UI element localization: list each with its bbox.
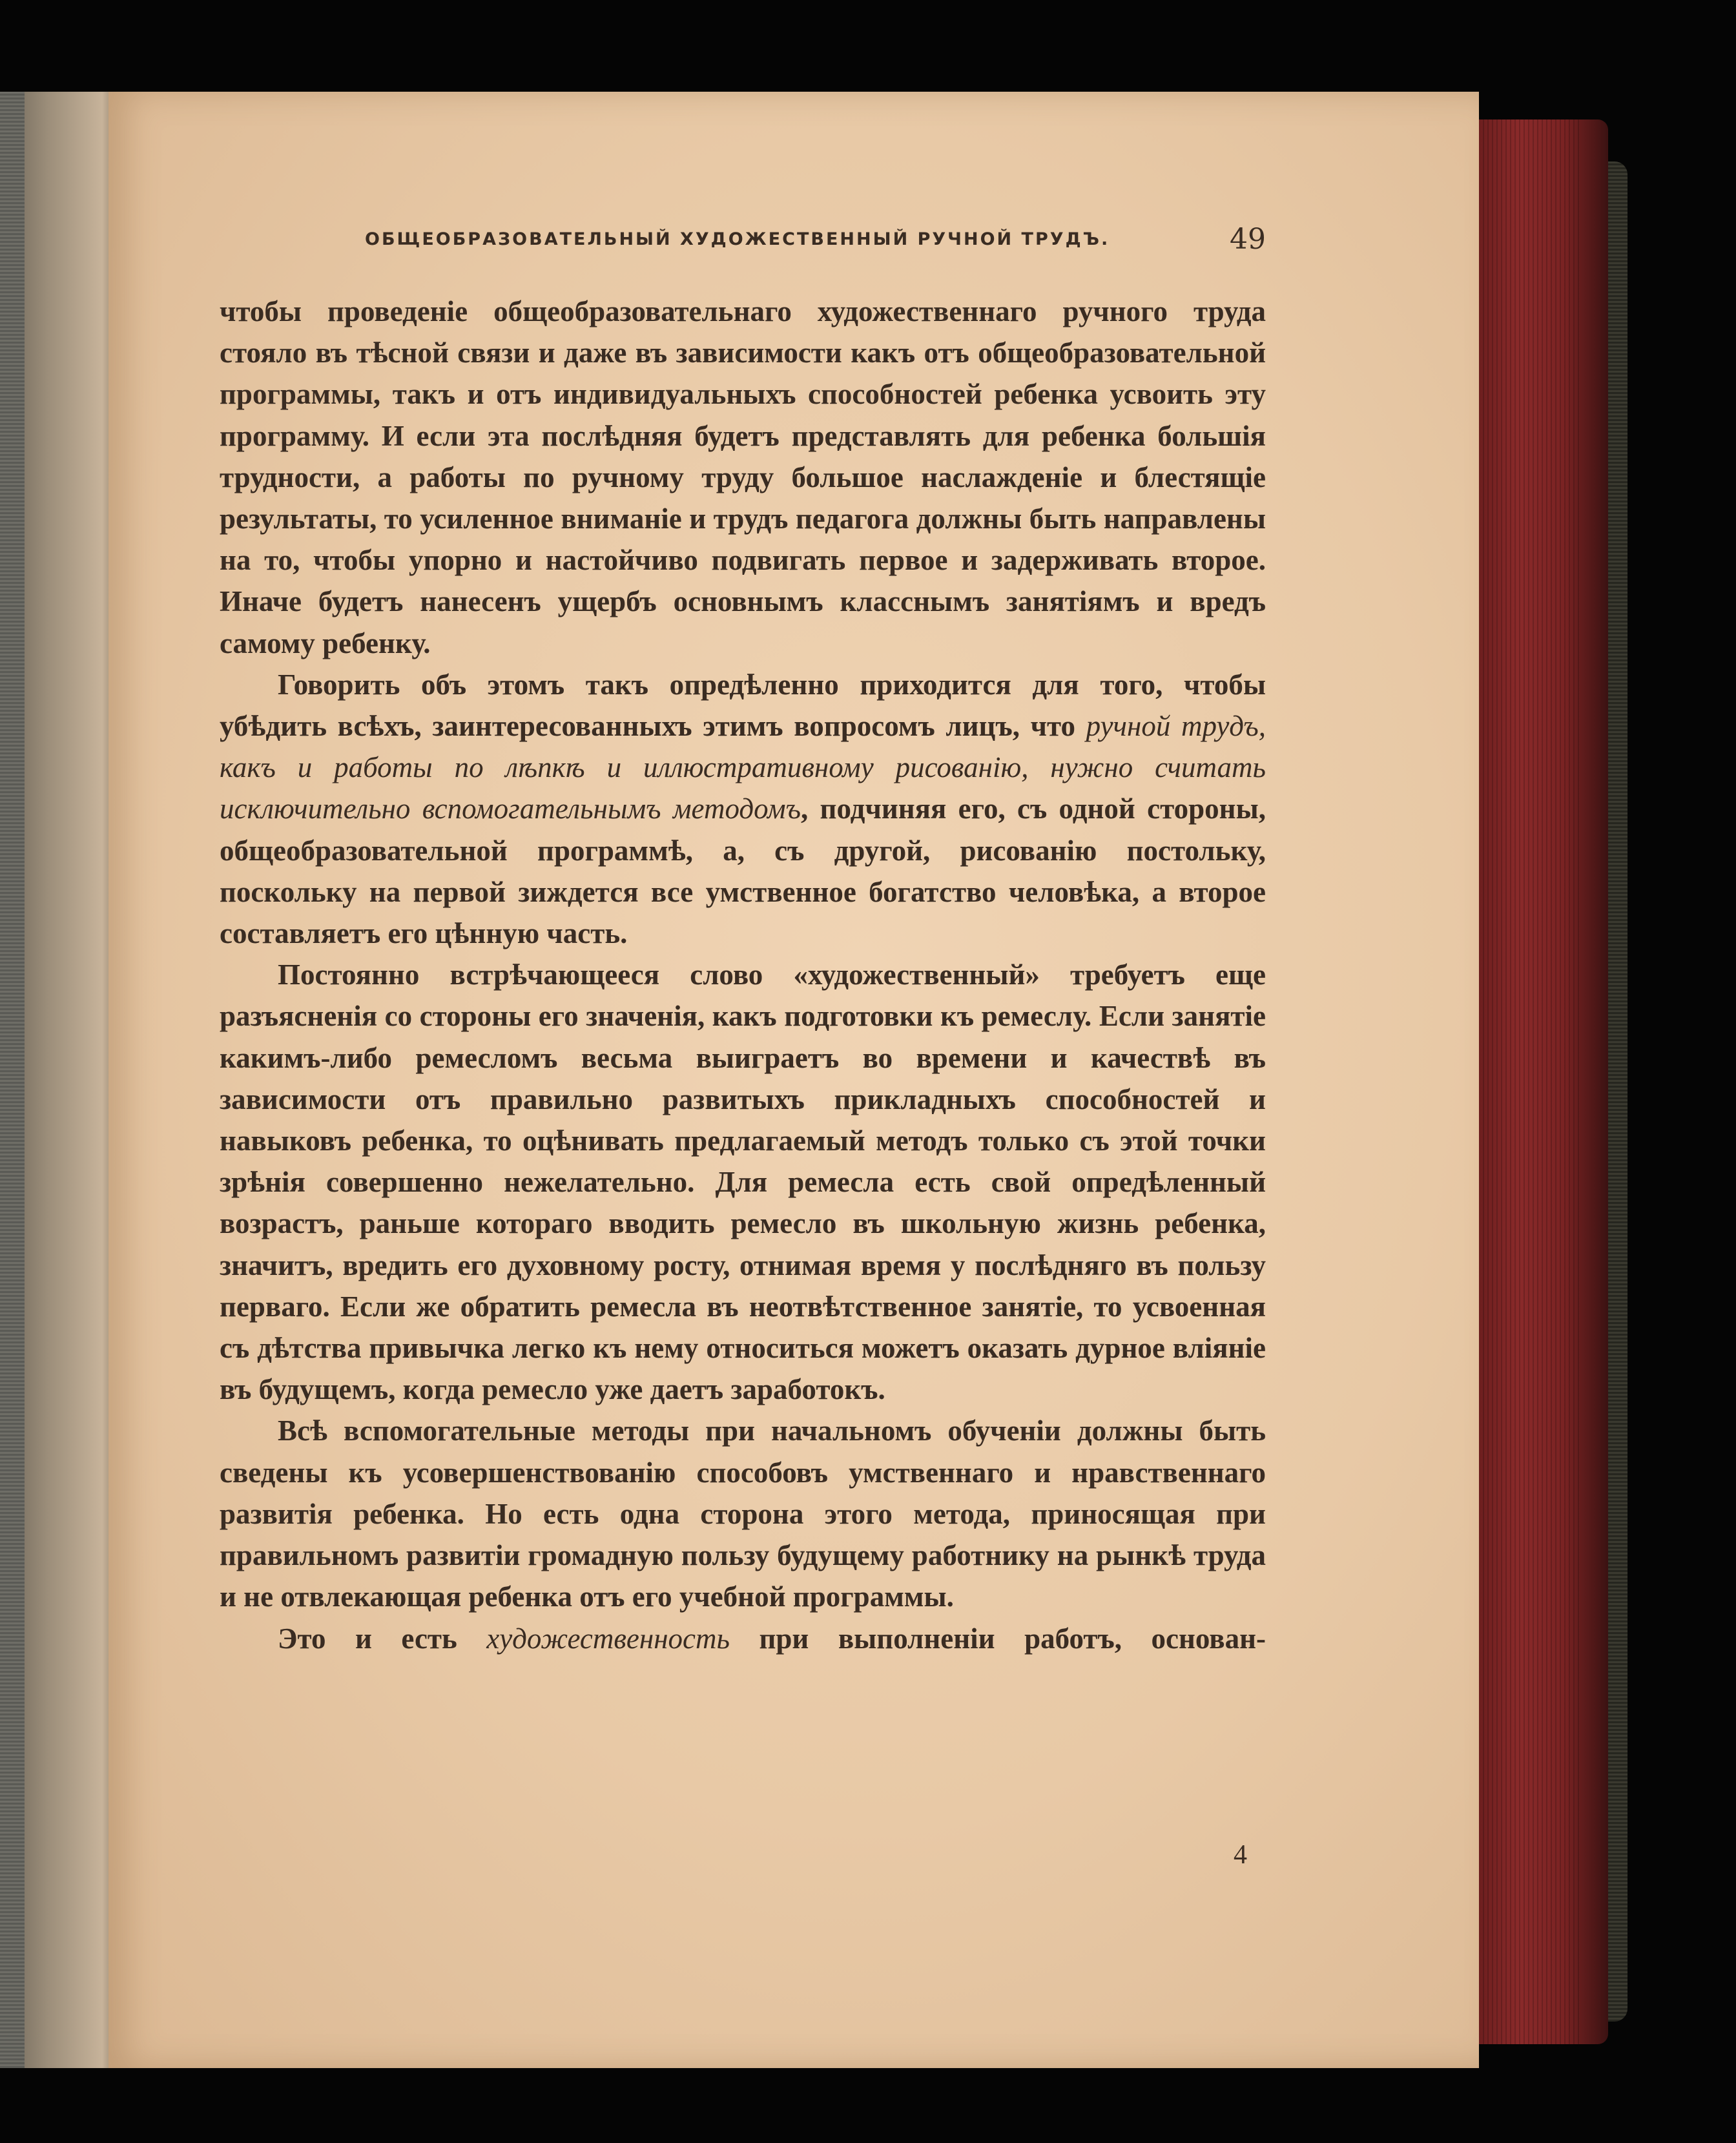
paragraph-5-end: при выполненiи работъ, основан- — [729, 1622, 1266, 1655]
paragraph-2-italic: ручной трудъ, какъ и работы по лѣпкѣ и иллюстративному рисованiю, нужно считать исключительно вспомогательнымъ методомъ — [220, 710, 1266, 825]
paragraph-4: Всѣ вспомогательные методы при начальномъ обученiи должны быть сведены къ усовершенствованiю способовъ умственнаго и нравственнаго развитiя ребенка. Но есть одна сторона этого метода, приносящая при правильномъ развитiи громадную пользу будущему работнику на рынкѣ труда и не отвлекающая ребенка отъ его учебной программы. — [220, 1414, 1266, 1613]
paragraph-1: чтобы проведенiе общеобразовательнаго художественнаго ручного труда стояло въ тѣсной связи и даже въ зависимости какъ отъ общеобразовательной программы, такъ и отъ индивидуальныхъ способностей ребенка усвоить эту программу. И если эта послѣдняя будетъ представлять для ребенка большiя трудности, а работы по ручному труду большое наслажденiе и блестящiе результаты, то усиленное вниманiе и трудъ педагога должны быть направлены на то, чтобы упорно и настойчиво подвигать первое и задерживать второе. Иначе будетъ нанесенъ ущербъ основнымъ класснымъ занятiямъ и вредъ самому ребенку. — [220, 295, 1266, 659]
body-text — [220, 291, 1266, 1659]
page-number: 49 — [1230, 223, 1266, 256]
paragraph-2 — [220, 664, 1266, 954]
paragraph-2-start: Говорить объ этомъ такъ опредѣленно приходится для того, чтобы убѣдить всѣхъ, заинтересованныхъ этимъ вопросомъ лицъ, что — [220, 668, 1266, 743]
page-header — [220, 223, 1266, 268]
paragraph-5-italic: художественность — [486, 1622, 730, 1655]
previous-page-edge — [0, 92, 120, 2068]
binding-cloth — [0, 92, 25, 2068]
paragraph-3: Постоянно встрѣчающееся слово «художественный» требуетъ еще разъясненiя со стороны его значенiя, какъ подготовки къ ремеслу. Если занятiе какимъ-либо ремесломъ весьма выиграетъ во времени и качествѣ въ зависимости отъ правильно развитыхъ прикладныхъ способностей и навыковъ ребенка, то оцѣнивать предлагаемый методъ только съ этой точки зрѣнiя совершенно нежелательно. Для ремесла есть свой опредѣленный возрастъ, раньше котораго вводить ремесло въ школьную жизнь ребенка, значитъ, вредить его духовному росту, отнимая время у послѣдняго въ пользу перваго. Если же обратить ремесла въ неотвѣтственное занятiе, то усвоенная съ дѣтства привычка легко къ нему относиться можетъ оказать дурное влiянiе въ будущемъ, когда ремесло уже даетъ заработокъ. — [220, 958, 1266, 1406]
paragraph-5 — [220, 1618, 1266, 1659]
signature-mark: 4 — [1234, 1840, 1247, 1870]
page-block-edge — [1460, 119, 1608, 2044]
running-title: ОБЩЕОБРАЗОВАТЕЛЬНЫЙ ХУДОЖЕСТВЕННЫЙ РУЧНОЙ ТРУДЪ. — [365, 229, 1110, 249]
page-edge-lines — [1483, 119, 1580, 2044]
paragraph-2-end: , подчиняя его, съ одной стороны, общеобразовательной программѣ, а, съ другой, рисованiю постольку, поскольку на первой зиждется все умственное богатство человѣка, а второе составляетъ его цѣнную часть. — [220, 792, 1266, 950]
paragraph-5-start: Это и есть — [278, 1622, 487, 1655]
